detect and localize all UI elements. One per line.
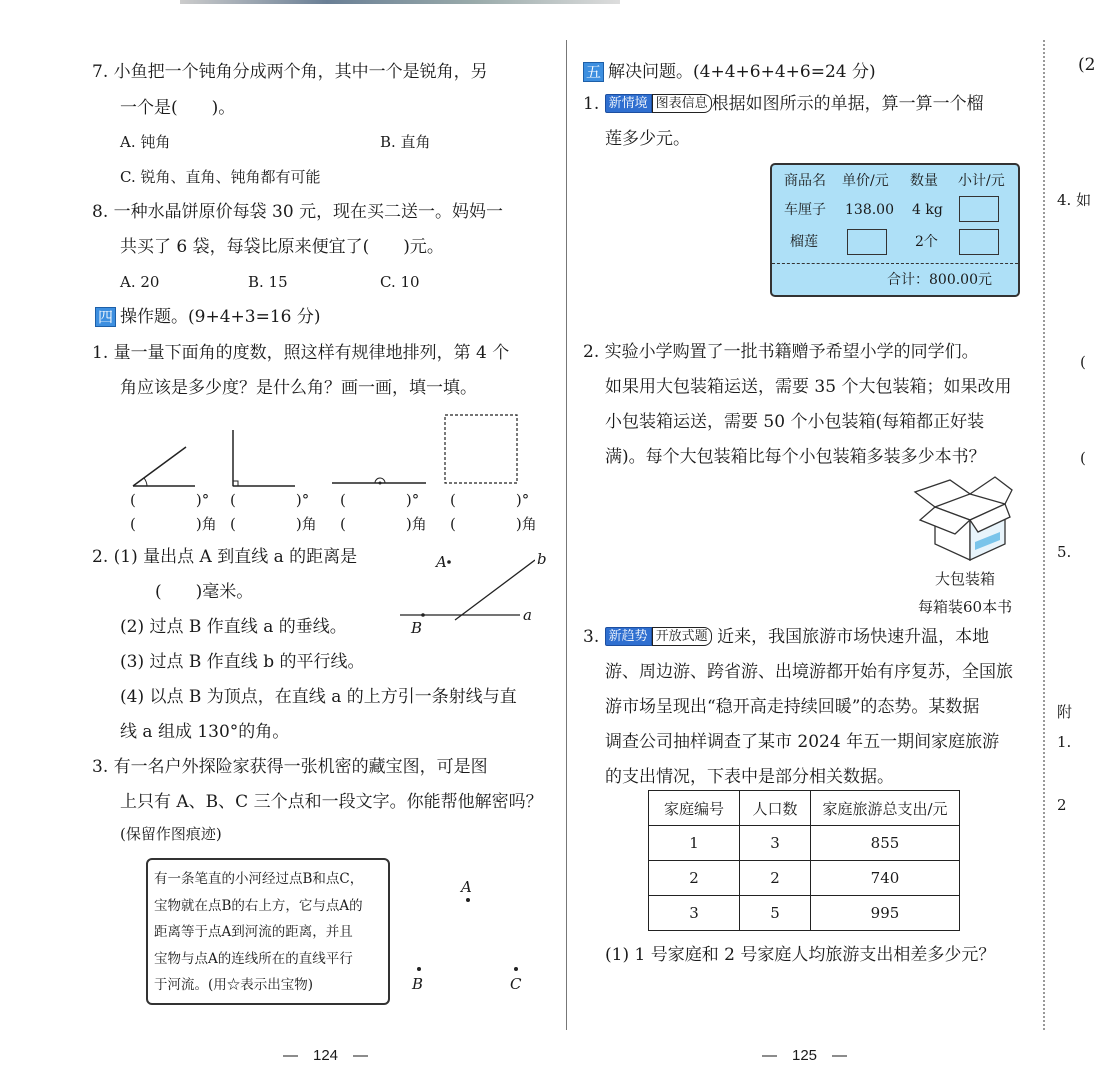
q7-option-b: B. 直角	[380, 133, 431, 151]
question-text: 近来，我国旅游市场快速升温，本地	[717, 627, 990, 647]
clue-text	[154, 866, 363, 999]
map-point-a	[466, 898, 470, 902]
angle4-degree-blank[interactable]: ( )°	[450, 491, 530, 509]
table-cell: 855	[811, 826, 960, 861]
angle2-degree-blank[interactable]: ( )°	[230, 491, 310, 509]
section-badge: 四	[95, 307, 116, 327]
clue-line: 于河流。(用☆表示出宝物)	[154, 977, 314, 993]
receipt-durian-qty: 2个	[915, 234, 938, 250]
s4q2-line2: ( )毫米。	[155, 582, 254, 602]
s4q2-line4: (3) 过点 B 作直线 b 的平行线。	[120, 652, 365, 672]
r-q3-line1	[583, 626, 989, 648]
clue-line: 宝物与点A的连线所在的直线平行	[154, 950, 353, 967]
page-number-right: — 125 —	[762, 1047, 848, 1064]
r-q3-line5: 的支出情况，下表中是部分相关数据。	[605, 767, 894, 787]
map-point-b-label: B	[412, 975, 424, 993]
receipt-header-item: 商品名	[784, 173, 826, 189]
s4q1-line1: 1. 量一量下面角的度数，照这样有规律地排列，第 4 个	[92, 343, 510, 363]
point-b-label: B	[411, 619, 423, 637]
q8-line2: 共买了 6 袋，每袋比原来便宜了( )元。	[120, 237, 444, 257]
section-title: 解决问题。(4+4+6+4+6=24 分)	[608, 62, 876, 82]
page-number-left: — 124 —	[283, 1047, 369, 1064]
table-cell: 740	[811, 861, 960, 896]
fragment: (	[1080, 353, 1086, 371]
q7-option-c: C. 锐角、直角、钝角都有可能	[120, 168, 321, 186]
tag-new-context: 新情境	[605, 94, 652, 113]
clue-line: 有一条笔直的小河经过点B和点C，	[154, 871, 364, 887]
table-row	[649, 826, 960, 861]
table-header-row	[649, 791, 960, 826]
line-b-label: b	[537, 550, 547, 568]
receipt-cherry-price: 138.00	[845, 202, 894, 218]
fragment: 4. 如	[1057, 191, 1092, 209]
binding-edge	[1043, 40, 1045, 1030]
angle2-kind-blank[interactable]: ( )角	[230, 515, 317, 533]
q7-option-a: A. 钝角	[120, 133, 171, 151]
q8-option-a: A. 20	[120, 273, 160, 291]
r-q3-line4: 调查公司抽样调查了某市 2024 年五一期间家庭旅游	[605, 732, 1000, 752]
cherry-subtotal-blank[interactable]	[959, 196, 999, 222]
receipt-item-durian: 榴莲	[790, 234, 818, 250]
travel-expense-table	[648, 790, 960, 931]
r-q1-line2: 莲多少元。	[605, 129, 690, 149]
durian-price-blank[interactable]	[847, 229, 887, 255]
box-caption-capacity: 每箱装60本书	[918, 598, 1013, 616]
map-point-b	[417, 967, 421, 971]
q8-option-c: C. 10	[380, 273, 420, 291]
tag-open-question: 开放式题	[652, 627, 712, 646]
scan-edge	[180, 0, 620, 4]
q8-option-b: B. 15	[248, 273, 288, 291]
angle3-kind-blank[interactable]: ( )角	[340, 515, 427, 533]
box-icon	[910, 472, 1015, 562]
s4q1-line2: 角应该是多少度？是什么角？画一画，填一填。	[120, 378, 477, 398]
clue-line: 距离等于点A到河流的距离，并且	[154, 924, 353, 940]
fragment: 附	[1057, 703, 1073, 721]
section-title: 操作题。(9+4+3=16 分)	[120, 307, 321, 327]
r-q1-line1	[583, 93, 984, 115]
fragment: (2	[1078, 55, 1095, 75]
receipt	[770, 163, 1020, 297]
question-text: 根据如图所示的单据，算一算一个榴	[711, 94, 984, 114]
table-header: 家庭旅游总支出/元	[811, 791, 960, 826]
table-cell: 2	[649, 861, 740, 896]
receipt-header-qty: 数量	[910, 173, 938, 189]
page-divider	[566, 40, 567, 1030]
receipt-item-cherry: 车厘子	[784, 202, 826, 218]
q8-line1: 8. 一种水晶饼原价每袋 30 元，现在买二送一。妈妈一	[92, 202, 504, 222]
section-5-heading	[583, 61, 876, 83]
table-cell: 1	[649, 826, 740, 861]
section-4-heading	[95, 306, 321, 328]
angle-diagrams	[120, 410, 540, 490]
r-q2-line1: 2. 实验小学购置了一批书籍赠予希望小学的同学们。	[583, 342, 979, 362]
fragment: 2	[1057, 796, 1067, 814]
table-header: 人口数	[740, 791, 811, 826]
r-q3-line3: 游市场呈现出“稳开高走持续回暖”的态势。某数据	[605, 697, 980, 717]
map-point-a-label: A	[461, 878, 472, 896]
table-cell: 5	[740, 896, 811, 931]
receipt-total: 合计：800.00元	[887, 272, 992, 288]
fragment: (	[1080, 449, 1086, 467]
r-q3-line2: 游、周边游、跨省游、出境游都开始有序复苏，全国旅	[605, 662, 1013, 682]
table-cell: 3	[740, 826, 811, 861]
tag-new-trend: 新趋势	[605, 627, 652, 646]
table-row	[649, 896, 960, 931]
receipt-header-subtotal: 小计/元	[958, 173, 1005, 189]
box-caption-name: 大包装箱	[935, 570, 996, 588]
map-point-c-label: C	[510, 975, 522, 993]
s4q2-line6: 线 a 组成 130°的角。	[120, 722, 290, 742]
angle1-kind-blank[interactable]: ( )角	[130, 515, 217, 533]
r-q2-line3: 小包装箱运送，需要 50 个小包装箱(每箱都正好装	[605, 412, 985, 432]
fragment: 5.	[1057, 543, 1072, 561]
r-q2-line4: 满)。每个大包装箱比每个小包装箱多装多少本书？	[605, 447, 986, 467]
table-row	[649, 861, 960, 896]
s4q2-line5: (4) 以点 B 为顶点，在直线 a 的上方引一条射线与直	[120, 687, 517, 707]
clue-line: 宝物就在点B的右上方，它与点A的	[154, 897, 363, 914]
table-cell: 3	[649, 896, 740, 931]
question-number: 1.	[583, 94, 600, 114]
point-a-label: A	[436, 553, 447, 571]
tag-chart-info: 图表信息	[652, 94, 712, 113]
r-q2-line2: 如果用大包装箱运送，需要 35 个大包装箱；如果改用	[605, 377, 1012, 397]
s4q2-line3: (2) 过点 B 作直线 a 的垂线。	[120, 617, 347, 637]
r-q3-sub1: (1) 1 号家庭和 2 号家庭人均旅游支出相差多少元？	[605, 945, 996, 965]
receipt-cherry-qty: 4 kg	[912, 202, 943, 218]
section-badge: 五	[583, 62, 604, 82]
receipt-divider	[772, 263, 1018, 264]
line-a-label: a	[523, 606, 532, 624]
question-number: 3.	[583, 627, 600, 647]
s4q2-line1: 2. (1) 量出点 A 到直线 a 的距离是	[92, 547, 358, 567]
q7-line1: 7. 小鱼把一个钝角分成两个角，其中一个是锐角，另	[92, 62, 488, 82]
s4q3-line1: 3. 有一名户外探险家获得一张机密的藏宝图，可是图	[92, 757, 488, 777]
angle3-degree-blank[interactable]: ( )°	[340, 491, 420, 509]
treasure-clue-box	[146, 858, 390, 1005]
map-point-c	[514, 967, 518, 971]
table-header: 家庭编号	[649, 791, 740, 826]
angle1-degree-blank[interactable]: ( )°	[130, 491, 210, 509]
s4q3-line2: 上只有 A、B、C 三个点和一段文字。你能帮他解密吗？	[120, 792, 543, 812]
q7-line2: 一个是( )。	[120, 98, 236, 118]
receipt-header-price: 单价/元	[842, 173, 889, 189]
durian-subtotal-blank[interactable]	[959, 229, 999, 255]
table-cell: 995	[811, 896, 960, 931]
s4q3-line3: (保留作图痕迹)	[120, 825, 222, 843]
fragment: 1.	[1057, 733, 1072, 751]
angle4-kind-blank[interactable]: ( )角	[450, 515, 537, 533]
table-cell: 2	[740, 861, 811, 896]
